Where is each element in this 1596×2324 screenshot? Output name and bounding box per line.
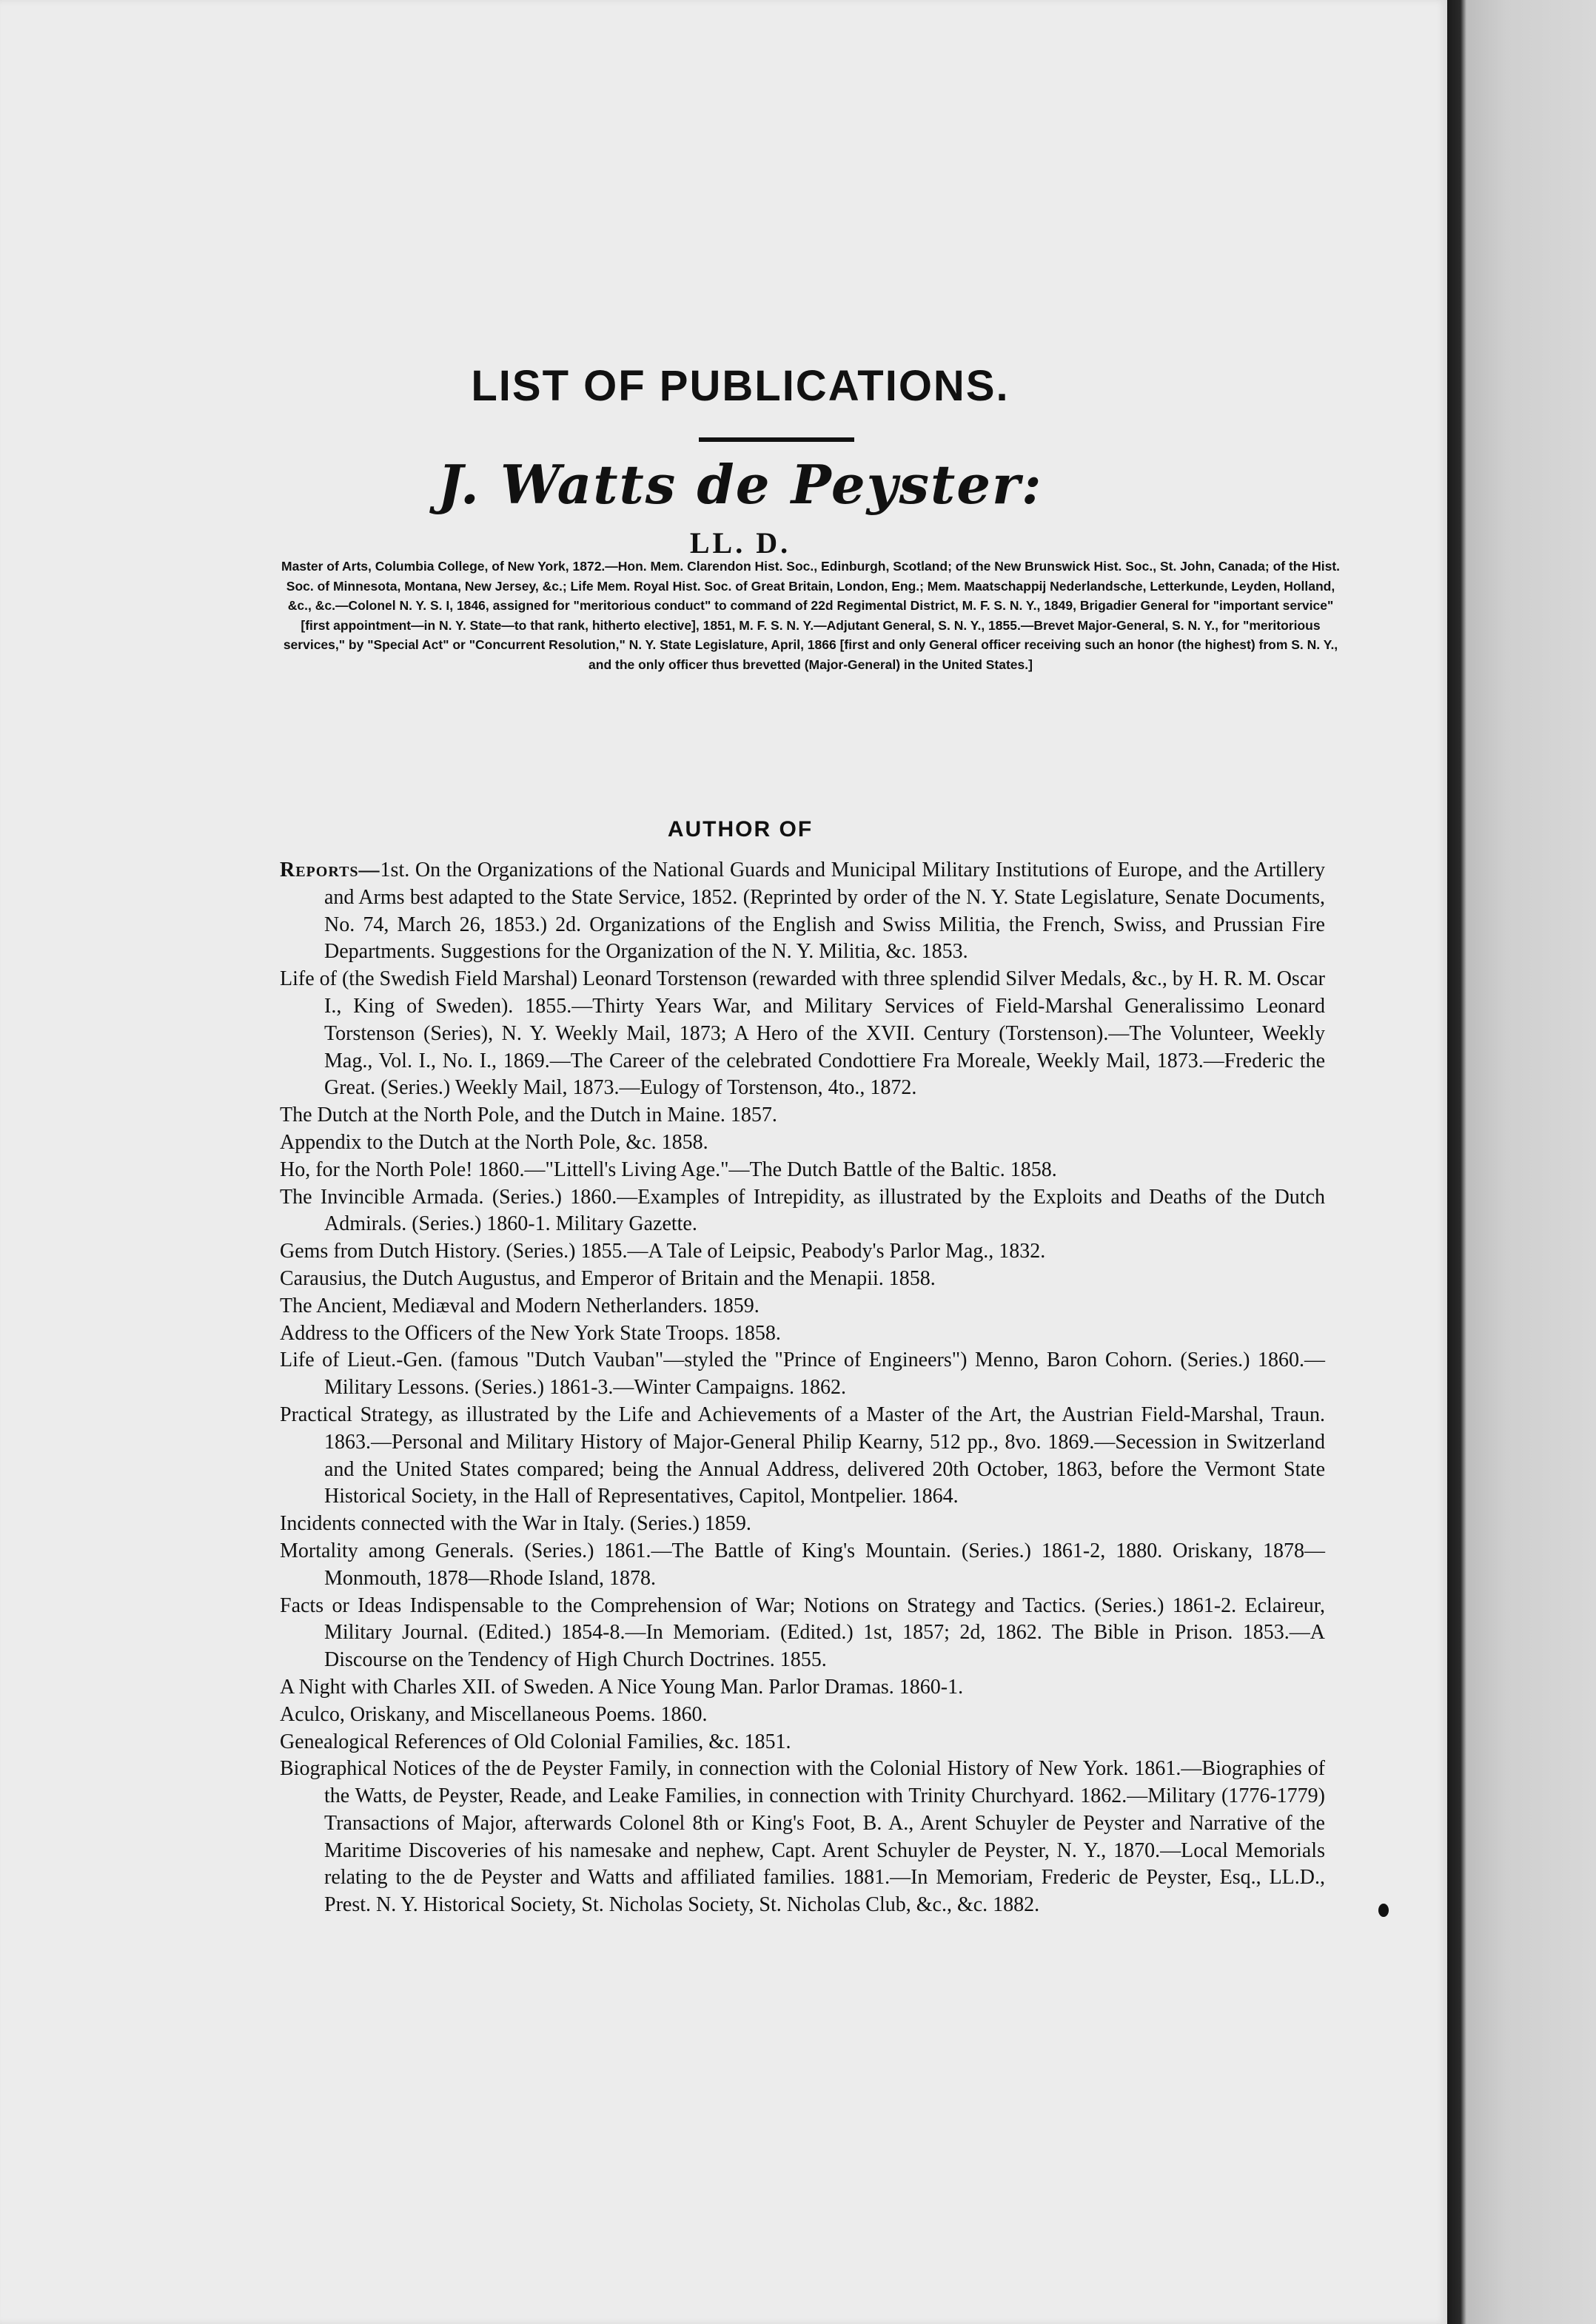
publication-text: Address to the Officers of the New York State Troops. 1858. <box>280 1321 781 1345</box>
publication-lead: Reports— <box>280 859 380 881</box>
publications-list <box>280 857 1325 1919</box>
publication-item <box>280 1702 1325 1729</box>
publication-item <box>280 1729 1325 1756</box>
page-title: LIST OF PUBLICATIONS. <box>471 362 1010 410</box>
publication-item <box>280 1320 1325 1348</box>
publication-text: Gems from Dutch History. (Series.) 1855.—A Tale of Leipsic, Peabody's Parlor Mag., 1832. <box>280 1240 1046 1263</box>
publication-item <box>280 1184 1325 1239</box>
publication-text: Biographical Notices of the de Peyster Family, in connection with the Colonial History of New York. 1861.—Biographies of the Watts, de Peyster, Reade, and Leake Families, in connection with Trinity Churchyard. 1862.—Military (1776-1779) Transactions of Major, afterwards Colonel 8th or King's Foot, B. A., Arent Schuyler de Peyster and Narrative of the Maritime Discoveries of his namesake and nephew, Capt. Arent Schuyler de Peyster, N. Y., 1870.—Local Memorials relating to the de Peyster and Watts and affiliated families. 1881.—In Memoriam, Frederic de Peyster, Esq., LL.D., Prest. N. Y. Historical Society, St. Nicholas Society, St. Nicholas Club, &c., &c. 1882. <box>280 1757 1325 1917</box>
publication-text: Mortality among Generals. (Series.) 1861.—The Battle of King's Mountain. (Series.) 1861-2, 1880. Oriskany, 1878—Monmouth, 1878—Rhode Island, 1878. <box>280 1539 1325 1590</box>
section-heading: AUTHOR OF <box>667 817 814 842</box>
title-divider <box>699 437 854 442</box>
publication-item <box>280 1674 1325 1702</box>
publication-text: Life of Lieut.-Gen. (famous "Dutch Vauban"—styled the "Prince of Engineers") Menno, Baron Cohorn. (Series.) 1860.—Military Lessons. (Series.) 1861-3.—Winter Campaigns. 1862. <box>280 1349 1325 1400</box>
publication-item <box>280 1102 1325 1129</box>
publication-item <box>280 966 1325 1102</box>
publication-text: A Night with Charles XII. of Sweden. A Nice Young Man. Parlor Dramas. 1860-1. <box>280 1675 964 1699</box>
page-edge-scan-border <box>1447 0 1596 2324</box>
publication-item <box>280 1538 1325 1593</box>
publication-item <box>280 1129 1325 1157</box>
publication-text: Facts or Ideas Indispensable to the Comprehension of War; Notions on Strategy and Tactics. (Series.) 1861-2. Eclaireur, Military Journal. (Edited.) 1854-8.—In Memoriam. (Edited.) 1st, 1857; 2d, 1862. The Bible in Prison. 1853.—A Discourse on the Tendency of High Church Doctrines. 1855. <box>280 1593 1325 1672</box>
publication-item <box>280 1293 1325 1320</box>
ink-spot <box>1378 1904 1389 1917</box>
publication-item <box>280 1756 1325 1919</box>
publication-text: The Ancient, Mediæval and Modern Netherlanders. 1859. <box>280 1294 760 1317</box>
author-name: J. Watts de Peyster: <box>437 453 1043 516</box>
publication-text: Practical Strategy, as illustrated by the Life and Achievements of a Master of the Art, the Austrian Field-Marshal, Traun. 1863.—Personal and Military History of Major-General Philip Kearny, 512 pp., 8vo. 1869.—Secession in Switzerland and the United States compared; being the Annual Address, delivered 20th October, 1863, before the Vermont State Historical Society, in the Hall of Representatives, Capitol, Montpelier. 1864. <box>280 1403 1325 1508</box>
publication-text: Incidents connected with the War in Italy. (Series.) 1859. <box>280 1512 751 1536</box>
publication-text: Life of (the Swedish Field Marshal) Leonard Torstenson (rewarded with three splendid Silver Medals, &c., by H. R. M. Oscar I., King of Sweden). 1855.—Thirty Years War, and Military Services of Field-Marshal Generalissimo Leonard Torstenson (Series), N. Y. Weekly Mail, 1873; A Hero of the XVII. Century (Torstenson).—The Volunteer, Weekly Mag., Vol. I., No. I., 1869.—The Career of the celebrated Condottiere Fra Moreale, Weekly Mail, 1873.—Frederic the Great. (Series.) Weekly Mail, 1873.—Eulogy of Torstenson, 4to., 1872. <box>280 967 1325 1100</box>
publication-item <box>280 1593 1325 1674</box>
publication-text: 1st. On the Organizations of the National Guards and Municipal Military Institutions of Europe, and the Artillery and Arms best adapted to the State Service, 1852. (Reprinted by order of the N. Y. State Legislature, Senate Documents, No. 74, March 26, 1853.) 2d. Organizations of the English and Swiss Militia, the French, Swiss, and Prussian Fire Departments. Suggestions for the Organization of the N. Y. Militia, &c. 1853. <box>324 859 1325 964</box>
publication-item <box>280 1402 1325 1511</box>
publication-text: Appendix to the Dutch at the North Pole, &c. 1858. <box>280 1130 708 1154</box>
author-credentials: Master of Arts, Columbia College, of New York, 1872.—Hon. Mem. Clarendon Hist. Soc., Edinburgh, Scotland; of the New Brunswick Hist. Soc., St. John, Canada; of the Hist. Soc. of Minnesota, Montana, New Jersey, &c.; Life Mem. Royal Hist. Soc. of Great Britain, London, Eng.; Mem. Maatschappij Nederlandsche, Letterkunde, Leyden, Holland, &c., &c.—Colonel N. Y. S. I, 1846, assigned for "meritorious conduct" to command of 22d Regimental District, M. F. S. N. Y., 1849, Brigadier General for "important service" [first appointment—in N. Y. State—to that rank, hitherto elective], 1851, M. F. S. N. Y.—Adjutant General, S. N. Y., 1855.—Brevet Major-General, S. N. Y., for "meritorious services," by "Special Act" or "Concurrent Resolution," N. Y. State Legislature, April, 1866 [first and only General officer receiving such an honor (the highest) from S. N. Y., and the only officer thus brevetted (Major-General) in the United States.] <box>281 559 1341 672</box>
publication-text: The Invincible Armada. (Series.) 1860.—Examples of Intrepidity, as illustrated by the Exploits and Deaths of the Dutch Admirals. (Series.) 1860-1. Military Gazette. <box>280 1185 1325 1236</box>
publication-item <box>280 1238 1325 1266</box>
publication-text: Carausius, the Dutch Augustus, and Emperor of Britain and the Menapii. 1858. <box>280 1266 936 1290</box>
publication-item <box>280 857 1325 966</box>
author-degree: LL. D. <box>689 526 791 560</box>
publication-text: Genealogical References of Old Colonial Families, &c. 1851. <box>280 1730 791 1753</box>
publication-item <box>280 1266 1325 1293</box>
publication-item <box>280 1347 1325 1402</box>
publication-text: Ho, for the North Pole! 1860.—"Littell's Living Age."—The Dutch Battle of the Baltic. 1858. <box>280 1158 1057 1181</box>
publication-item <box>280 1157 1325 1184</box>
publication-text: Aculco, Oriskany, and Miscellaneous Poems. 1860. <box>280 1702 708 1726</box>
publication-text: The Dutch at the North Pole, and the Dutch in Maine. 1857. <box>280 1104 777 1127</box>
publication-item <box>280 1511 1325 1538</box>
